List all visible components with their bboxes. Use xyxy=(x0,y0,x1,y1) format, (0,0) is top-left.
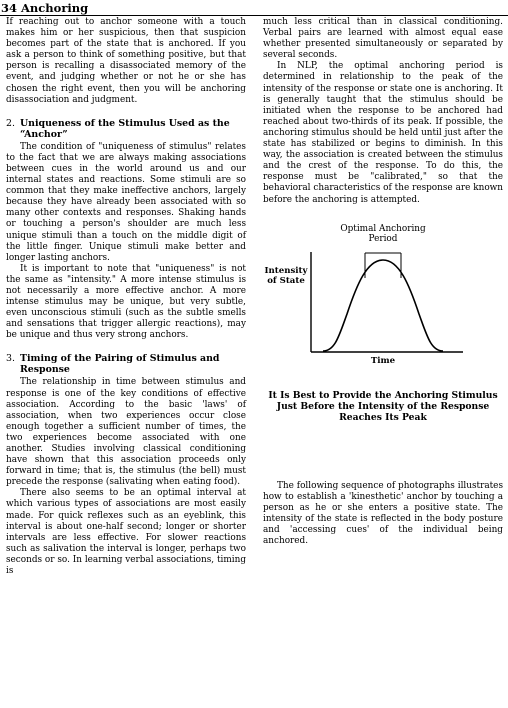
section-title: Anchoring xyxy=(21,1,89,15)
item-2-paragraph-2: It is important to note that "uniqueness" is not the same as "intensity." A more intense stimulus is not necessarily a more effective anchor. A more intense stimulus may be unique, but very subtle, even unconscious stimuli (such as the subtle smells and sensations that trigger allergic reactions), may be unique and thus very strong anchors. xyxy=(6,263,246,341)
spacer xyxy=(263,423,503,481)
header-rule xyxy=(0,15,508,16)
item-2-number: 2. xyxy=(6,117,15,129)
y-axis-label-line-2: of State xyxy=(267,276,305,287)
right-paragraph-1: much less critical than in classical conditioning. Verbal pairs are learned with almost equal ease whether presented simultaneously or separated by several seconds. xyxy=(263,17,503,61)
y-axis-label xyxy=(263,266,309,287)
item-2-paragraph-1: The condition of "uniqueness of stimulus" relates to the fact that we are always making associations between cues in the world around us and our internal states and reactions. Some stimuli are so common that they make ineffective anchors, largely because they have already been associated with so many other contexts and responses. Shaking hands or touching a person's shoulder are much less unique stimuli than a touch on the middle digit of the little finger. Unique stimuli make better and longer lasting anchors. xyxy=(6,141,246,263)
optimal-period-label xyxy=(323,224,443,245)
item-2-heading xyxy=(6,118,246,140)
item-3-heading xyxy=(6,353,246,375)
item-3-number: 3. xyxy=(6,353,15,365)
optimal-period-label-line-1: Optimal Anchoring xyxy=(340,223,426,234)
intensity-diagram xyxy=(263,218,503,368)
item-2-title: Uniqueness of the Stimulus Used as the “Anchor” xyxy=(20,117,230,140)
closing-paragraph: The following sequence of photographs illustrates how to establish a 'kinesthetic' anchor by touching a person as he or she enters a positive state. The intensity of the state is reflected in the body posture and 'accessing cues' of the individual being anchored. xyxy=(263,480,503,547)
figure-caption: It Is Best to Provide the Anchoring Stimulus Just Before the Intensity of the Response Reaches Its Peak xyxy=(268,389,498,423)
optimal-period-label-line-2: Period xyxy=(368,234,398,245)
x-axis-label: Time xyxy=(370,355,396,366)
item-3-paragraph-1: The relationship in time between stimulus and response is one of the key conditions of effective association. According to the basic 'laws' of association, when two experiences occur close enough together a sufficient number of times, the two experiences become associated with one another. Studies involving classical conditioning have shown that this association proceeds only forward in time; that is, the stimulus (the bell) must precede the response (salivating when eating food). xyxy=(6,377,246,488)
item-3-title: Timing of the Pairing of Stimulus and Response xyxy=(20,353,220,376)
item-3-paragraph-2: There also seems to be an optimal interval at which various types of associations are most easily made. For quick reflexes such as an eyeblink, this interval is about one-half second; longer or shorter intervals are less effective. For slower reactions such as salivation the interval is longer, perhaps two seconds or so. In learning verbal associations, timing is xyxy=(6,488,246,577)
intro-paragraph: If reaching out to anchor someone with a touch makes him or her suspicious, then that suspicion becomes part of the state that is anchored. If you ask a person to think of something positive, but that person is recalling a disassociated memory of the event, and judging whether or not he or she has chosen the right event, then you will be anchoring disassociation and judgment. xyxy=(6,17,246,105)
right-column xyxy=(263,17,503,547)
page-header xyxy=(0,0,508,16)
right-paragraph-2: In NLP, the optimal anchoring period is determined in relationship to the peak of the intensity of the response or state one is anchoring. It is generally taught that the stimulus should be initiated when the response to be anchored had reached about two-thirds of its peak. If possible, the anchoring stimulus should be held until just after the state has stabilized or begins to diminish. In this way, the association is created between the stimulus and the crest of the response. To do this, the response must be "calibrated," so that the behavioral characteristics of the response are known before the anchoring is attempted. xyxy=(263,61,503,205)
intensity-curve xyxy=(323,260,443,351)
left-column xyxy=(6,17,246,577)
y-axis-label-line-1: Intensity xyxy=(264,265,308,276)
page-number: 34 xyxy=(1,1,18,15)
